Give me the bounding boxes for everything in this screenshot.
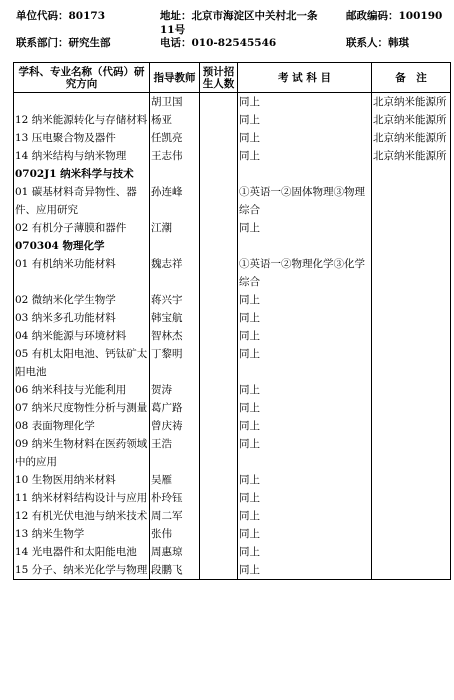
discipline-cell: 12 纳米能源转化与存储材料 [14,111,150,129]
notes-cell [372,399,451,417]
header-enrollment: 预计招生人数 [200,63,238,93]
advisor-cell: 周二军 [150,507,200,525]
exam-subjects-cell: 同上 [238,543,372,561]
enrollment-cell [200,435,238,471]
advisor-cell: 吴雁 [150,471,200,489]
discipline-cell: 13 纳米生物学 [14,525,150,543]
exam-subjects-cell: 同上 [238,381,372,399]
unit-code: 单位代码：80173 [16,10,106,22]
table-row [14,543,451,561]
discipline-cell: 07 纳米尺度物性分析与测量 [14,399,150,417]
advisor-cell: 贺涛 [150,381,200,399]
advisor-cell: 孙连峰 [150,183,200,219]
enrollment-cell [200,255,238,291]
discipline-cell: 01 碳基材料奇异物性、器件、应用研究 [14,183,150,219]
table-row [14,291,451,309]
notes-cell [372,507,451,525]
exam-subjects-cell: 同上 [238,417,372,435]
advisor-cell: 任凯亮 [150,129,200,147]
enrollment-cell [200,309,238,327]
notes-cell [372,471,451,489]
table-header-row [14,63,451,93]
discipline-cell: 12 有机光伏电池与纳米技术 [14,507,150,525]
notes-cell: 北京纳米能源所 [372,111,451,129]
discipline-cell: 03 纳米多孔功能材料 [14,309,150,327]
enrollment-cell [200,327,238,345]
advisor-cell: 胡卫国 [150,93,200,112]
notes-cell [372,417,451,435]
table-row [14,219,451,237]
address-line-1: 地址：北京市海淀区中关村北一条 [160,10,318,22]
notes-cell [372,165,451,183]
enrollment-cell [200,381,238,399]
enrollment-cell [200,129,238,147]
exam-subjects-cell: 同上 [238,399,372,417]
table-row [14,417,451,435]
exam-subjects-cell [238,165,372,183]
advisor-cell [150,237,200,255]
notes-cell [372,345,451,381]
exam-subjects-cell: 同上 [238,561,372,580]
advisor-cell: 曾庆祷 [150,417,200,435]
enrollment-cell [200,399,238,417]
notes-cell [372,561,451,580]
discipline-cell: 05 有机太阳电池、钙钛矿太阳电池 [14,345,150,381]
notes-cell [372,255,451,291]
discipline-cell: 02 有机分子薄膜和器件 [14,219,150,237]
enrollment-cell [200,471,238,489]
exam-subjects-cell: 同上 [238,309,372,327]
notes-cell [372,489,451,507]
notes-cell [372,309,451,327]
discipline-cell: 13 压电聚合物及器件 [14,129,150,147]
notes-cell [372,543,451,561]
exam-subjects-cell: 同上 [238,327,372,345]
enrollment-cell [200,93,238,112]
advisor-cell: 魏志祥 [150,255,200,291]
exam-subjects-cell: 同上 [238,129,372,147]
section-row [14,237,451,255]
notes-cell [372,237,451,255]
enrollment-cell [200,183,238,219]
advisor-cell: 丁黎明 [150,345,200,381]
advisor-cell: 蒋兴宇 [150,291,200,309]
discipline-cell: 14 光电器件和太阳能电池 [14,543,150,561]
table-row [14,489,451,507]
notes-cell [372,291,451,309]
table-row [14,561,451,580]
advisor-cell: 王志伟 [150,147,200,165]
exam-subjects-cell: 同上 [238,507,372,525]
section-row [14,165,451,183]
advisor-cell: 江潮 [150,219,200,237]
header-discipline: 学科、专业名称（代码）研究方向 [14,63,150,93]
discipline-cell: 0702J1 纳米科学与技术 [14,165,150,183]
exam-subjects-cell: 同上 [238,147,372,165]
exam-subjects-cell: ①英语一②物理化学③化学综合 [238,255,372,291]
table-row [14,399,451,417]
table-row [14,507,451,525]
discipline-cell: 09 纳米生物材料在医药领域中的应用 [14,435,150,471]
table-row [14,93,451,112]
advisor-cell: 王浩 [150,435,200,471]
enrollment-cell [200,543,238,561]
table-row [14,327,451,345]
notes-cell [372,525,451,543]
exam-subjects-cell: 同上 [238,525,372,543]
enrollment-cell [200,489,238,507]
exam-subjects-cell: 同上 [238,219,372,237]
discipline-cell: 08 表面物理化学 [14,417,150,435]
enrollment-cell [200,291,238,309]
enrollment-cell [200,345,238,381]
exam-subjects-cell: 同上 [238,111,372,129]
exam-subjects-cell: 同上 [238,471,372,489]
table-row [14,183,451,219]
table-row [14,111,451,129]
table-row [14,471,451,489]
exam-subjects-cell: ①英语一②固体物理③物理综合 [238,183,372,219]
discipline-cell: 01 有机纳米功能材料 [14,255,150,291]
exam-subjects-cell: 同上 [238,489,372,507]
exam-subjects-cell [238,237,372,255]
program-table [13,62,451,580]
enrollment-cell [200,417,238,435]
exam-subjects-cell: 同上 [238,345,372,381]
table-row [14,435,451,471]
contact-department: 联系部门：研究生部 [16,37,111,49]
enrollment-cell [200,237,238,255]
table-row [14,381,451,399]
advisor-cell: 张伟 [150,525,200,543]
advisor-cell: 葛广路 [150,399,200,417]
enrollment-cell [200,111,238,129]
advisor-cell: 段鹏飞 [150,561,200,580]
enrollment-cell [200,561,238,580]
advisor-cell: 韩宝航 [150,309,200,327]
table-row [14,525,451,543]
contact-person: 联系人：韩琪 [346,37,409,49]
advisor-cell: 杨亚 [150,111,200,129]
table-row [14,309,451,327]
address-line-2: 11号 [160,24,186,36]
postcode: 邮政编码：100190 [346,10,443,22]
notes-cell [372,381,451,399]
discipline-cell: 15 分子、纳米光化学与物理 [14,561,150,580]
discipline-cell: 11 纳米材料结构设计与应用 [14,489,150,507]
exam-subjects-cell: 同上 [238,93,372,112]
advisor-cell: 周惠琼 [150,543,200,561]
table-row [14,129,451,147]
table-body [14,93,451,580]
notes-cell [372,183,451,219]
exam-subjects-cell: 同上 [238,435,372,471]
document-header [0,0,454,60]
enrollment-cell [200,525,238,543]
enrollment-cell [200,507,238,525]
header-advisor: 指导教师 [150,63,200,93]
header-exam-subjects: 考 试 科 目 [238,63,372,93]
notes-cell [372,435,451,471]
discipline-cell: 06 纳米科技与光能利用 [14,381,150,399]
enrollment-cell [200,219,238,237]
table-row [14,345,451,381]
discipline-cell: 14 纳米结构与纳米物理 [14,147,150,165]
table-row [14,255,451,291]
phone: 电话：010-82545546 [160,37,277,49]
advisor-cell: 朴玲钰 [150,489,200,507]
discipline-cell: 04 纳米能源与环境材料 [14,327,150,345]
notes-cell: 北京纳米能源所 [372,93,451,112]
header-notes: 备 注 [372,63,451,93]
enrollment-cell [200,165,238,183]
advisor-cell [150,165,200,183]
notes-cell [372,327,451,345]
enrollment-cell [200,147,238,165]
discipline-cell: 070304 物理化学 [14,237,150,255]
notes-cell: 北京纳米能源所 [372,129,451,147]
discipline-cell: 10 生物医用纳米材料 [14,471,150,489]
advisor-cell: 智林杰 [150,327,200,345]
table-row [14,147,451,165]
discipline-cell [14,93,150,112]
notes-cell: 北京纳米能源所 [372,147,451,165]
notes-cell [372,219,451,237]
exam-subjects-cell: 同上 [238,291,372,309]
discipline-cell: 02 微纳米化学生物学 [14,291,150,309]
